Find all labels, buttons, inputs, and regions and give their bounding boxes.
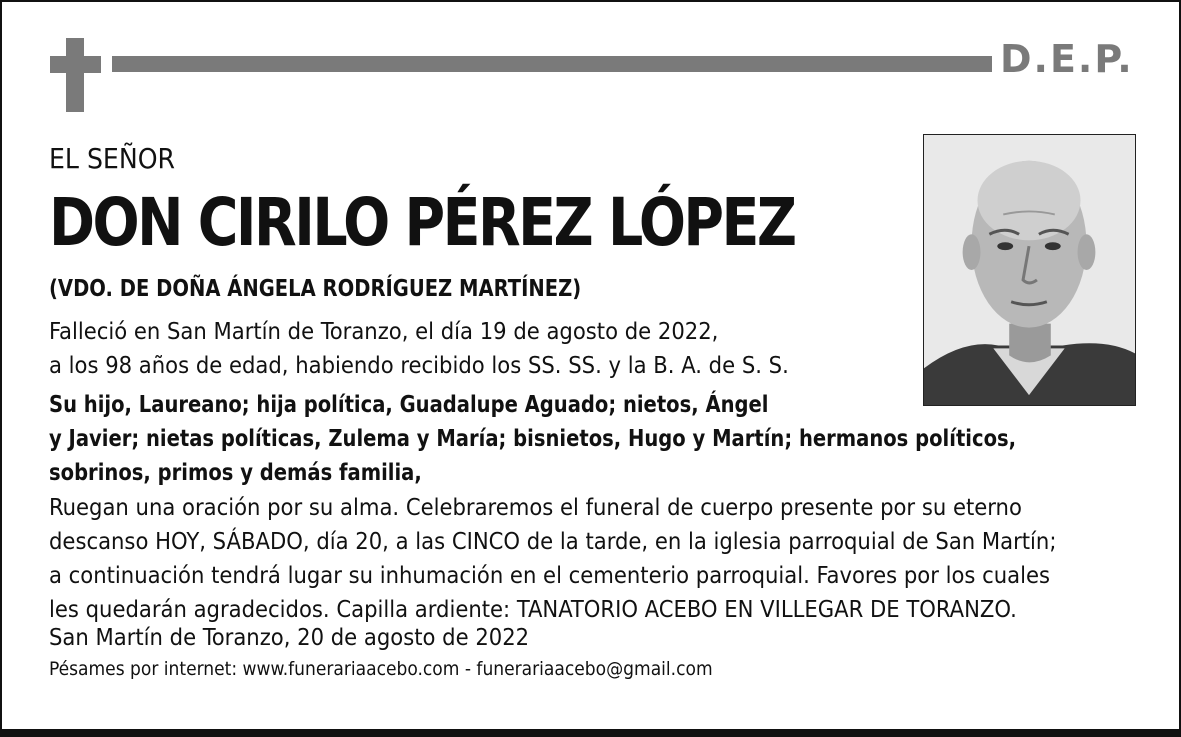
death-line: Falleció en San Martín de Toranzo, el día 19 de agosto de 2022,: [49, 317, 719, 345]
dep-label: D.E.P.: [1000, 37, 1134, 81]
family-list: [49, 388, 1017, 490]
place-date: San Martín de Toranzo, 20 de agosto de 2022: [49, 623, 530, 651]
honorific: EL SEÑOR: [49, 142, 176, 175]
condolences-info: Pésames por internet: www.funerariaacebo.com - funerariaacebo@gmail.com: [49, 658, 713, 680]
deceased-name: DON CIRILO PÉREZ LÓPEZ: [49, 184, 795, 261]
cross-icon: [50, 38, 101, 112]
service-line: descanso HOY, SÁBADO, día 20, a las CINCO de la tarde, en la iglesia parroquial de San Martín;: [49, 527, 1057, 555]
service-details: [49, 490, 1159, 626]
death-details: [49, 314, 919, 382]
portrait-photo: [923, 134, 1136, 406]
service-line: a continuación tendrá lugar su inhumación en el cementerio parroquial. Favores por los cuales: [49, 561, 1051, 589]
service-line: Ruegan una oración por su alma. Celebraremos el funeral de cuerpo presente por su eterno: [49, 493, 1022, 521]
service-line: les quedarán agradecidos. Capilla ardiente: TANATORIO ACEBO EN VILLEGAR DE TORANZO.: [49, 595, 1017, 623]
family-line: y Javier; nietas políticas, Zulema y María; bisnietos, Hugo y Martín; hermanos políticos,: [49, 426, 1017, 452]
death-line: a los 98 años de edad, habiendo recibido los SS. SS. y la B. A. de S. S.: [49, 351, 789, 379]
family-line: sobrinos, primos y demás familia,: [49, 460, 422, 486]
family-line: Su hijo, Laureano; hija política, Guadalupe Aguado; nietos, Ángel: [49, 392, 769, 418]
header-rule: [112, 56, 992, 72]
widower-of: (VDO. DE DOÑA ÁNGELA RODRÍGUEZ MARTÍNEZ): [49, 276, 582, 302]
